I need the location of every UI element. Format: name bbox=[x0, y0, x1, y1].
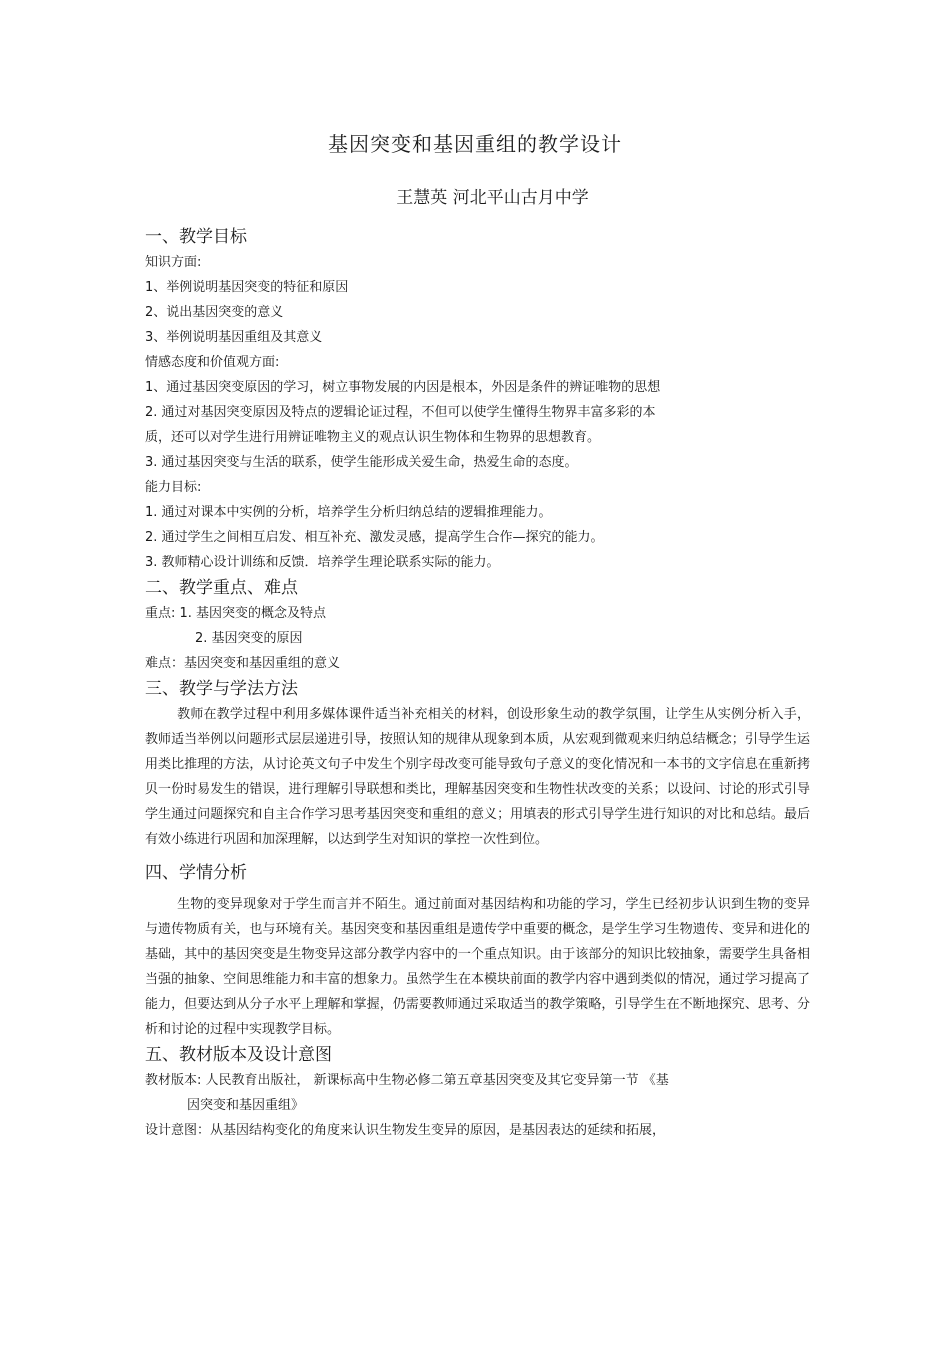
ability-item: 1. 通过对课本中实例的分析，培养学生分析归纳总结的逻辑推理能力。 bbox=[145, 505, 552, 520]
emotion-item: 2. 通过对基因突变原因及特点的逻辑论证过程，不但可以使学生懂得生物界丰富多彩的本 bbox=[145, 405, 656, 420]
ability-item: 3. 教师精心设计训练和反馈．培养学生理论联系实际的能力。 bbox=[145, 555, 500, 570]
emotion-label: 情感态度和价值观方面: bbox=[145, 355, 280, 370]
analysis-paragraph bbox=[145, 892, 810, 1042]
section-heading-textbook: 五、教材版本及设计意图 bbox=[145, 1045, 332, 1065]
design-intent: 设计意图：从基因结构变化的角度来认识生物发生变异的原因，是基因表达的延续和拓展， bbox=[145, 1123, 666, 1138]
textbook-edition-continued: 因突变和基因重组》 bbox=[187, 1098, 305, 1113]
textbook-edition: 教材版本: 人民教育出版社， 新课标高中生物必修二第五章基因突变及其它变异第一节 《基 bbox=[145, 1073, 669, 1088]
emotion-item: 1、通过基因突变原因的学习，树立事物发展的内因是根本，外因是条件的辨证唯物的思想 bbox=[145, 380, 661, 395]
knowledge-item: 1、举例说明基因突变的特征和原因 bbox=[145, 280, 349, 295]
methods-text: 教师在教学过程中利用多媒体课件适当补充相关的材料，创设形象生动的教学氛围，让学生从实例分析入手，教师适当举例以问题形式层层递进引导，按照认知的规律从现象到本质，从宏观到微观来归纳总结概念；引导学生运用类比推理的方法，从讨论英文句子中发生个别字母改变可能导致句子意义的变化情况和一本书的文字信息在重新拷贝一份时易发生的错误，进行理解引导联想和类比，理解基因突变和生物性状改变的关系；以设问、讨论的形式引导学生通过问题探究和自主合作学习思考基因突变和重组的意义；用填表的形式引导学生进行知识的对比和总结。最后有效小练进行巩固和加深理解，以达到学生对知识的掌控一次性到位。 bbox=[145, 707, 810, 847]
knowledge-item: 2、说出基因突变的意义 bbox=[145, 305, 284, 320]
ability-item: 2. 通过学生之间相互启发、相互补充、激发灵感，提高学生合作—探究的能力。 bbox=[145, 530, 604, 545]
document-title: 基因突变和基因重组的教学设计 bbox=[328, 132, 622, 156]
knowledge-label: 知识方面: bbox=[145, 255, 202, 270]
key-point-1: 重点: 1. 基因突变的概念及特点 bbox=[145, 606, 327, 621]
emotion-item: 3. 通过基因突变与生活的联系，使学生能形成关爱生命，热爱生命的态度。 bbox=[145, 455, 578, 470]
difficulty-point: 难点：基因突变和基因重组的意义 bbox=[145, 656, 341, 671]
emotion-item: 质，还可以对学生进行用辨证唯物主义的观点认识生物体和生物界的思想教育。 bbox=[145, 430, 601, 445]
document-body bbox=[145, 224, 810, 1143]
section-heading-methods: 三、教学与学法方法 bbox=[145, 679, 298, 699]
analysis-text: 生物的变异现象对于学生而言并不陌生。通过前面对基因结构和功能的学习，学生已经初步认识到生物的变异与遗传物质有关，也与环境有关。基因突变和基因重组是遗传学中重要的概念，是学生学习生物遗传、变异和进化的基础，其中的基因突变是生物变异这部分教学内容中的一个重点知识。由于该部分的知识比较抽象，需要学生具备相当强的抽象、空间思维能力和丰富的想象力。虽然学生在本模块前面的教学内容中遇到类似的情况，通过学习提高了能力，但要达到从分子水平上理解和掌握，仍需要教师通过采取适当的教学策略，引导学生在不断地探究、思考、分析和讨论的过程中实现教学目标。 bbox=[145, 897, 810, 1037]
key-point-2: 2. 基因突变的原因 bbox=[195, 631, 303, 646]
ability-label: 能力目标: bbox=[145, 480, 202, 495]
section-heading-key-points: 二、教学重点、难点 bbox=[145, 578, 298, 598]
section-heading-analysis: 四、学情分析 bbox=[145, 863, 247, 883]
author-line: 王慧英 河北平山古月中学 bbox=[396, 188, 589, 208]
section-heading-objectives: 一、教学目标 bbox=[145, 227, 247, 247]
methods-paragraph bbox=[145, 702, 810, 852]
knowledge-item: 3、举例说明基因重组及其意义 bbox=[145, 330, 323, 345]
